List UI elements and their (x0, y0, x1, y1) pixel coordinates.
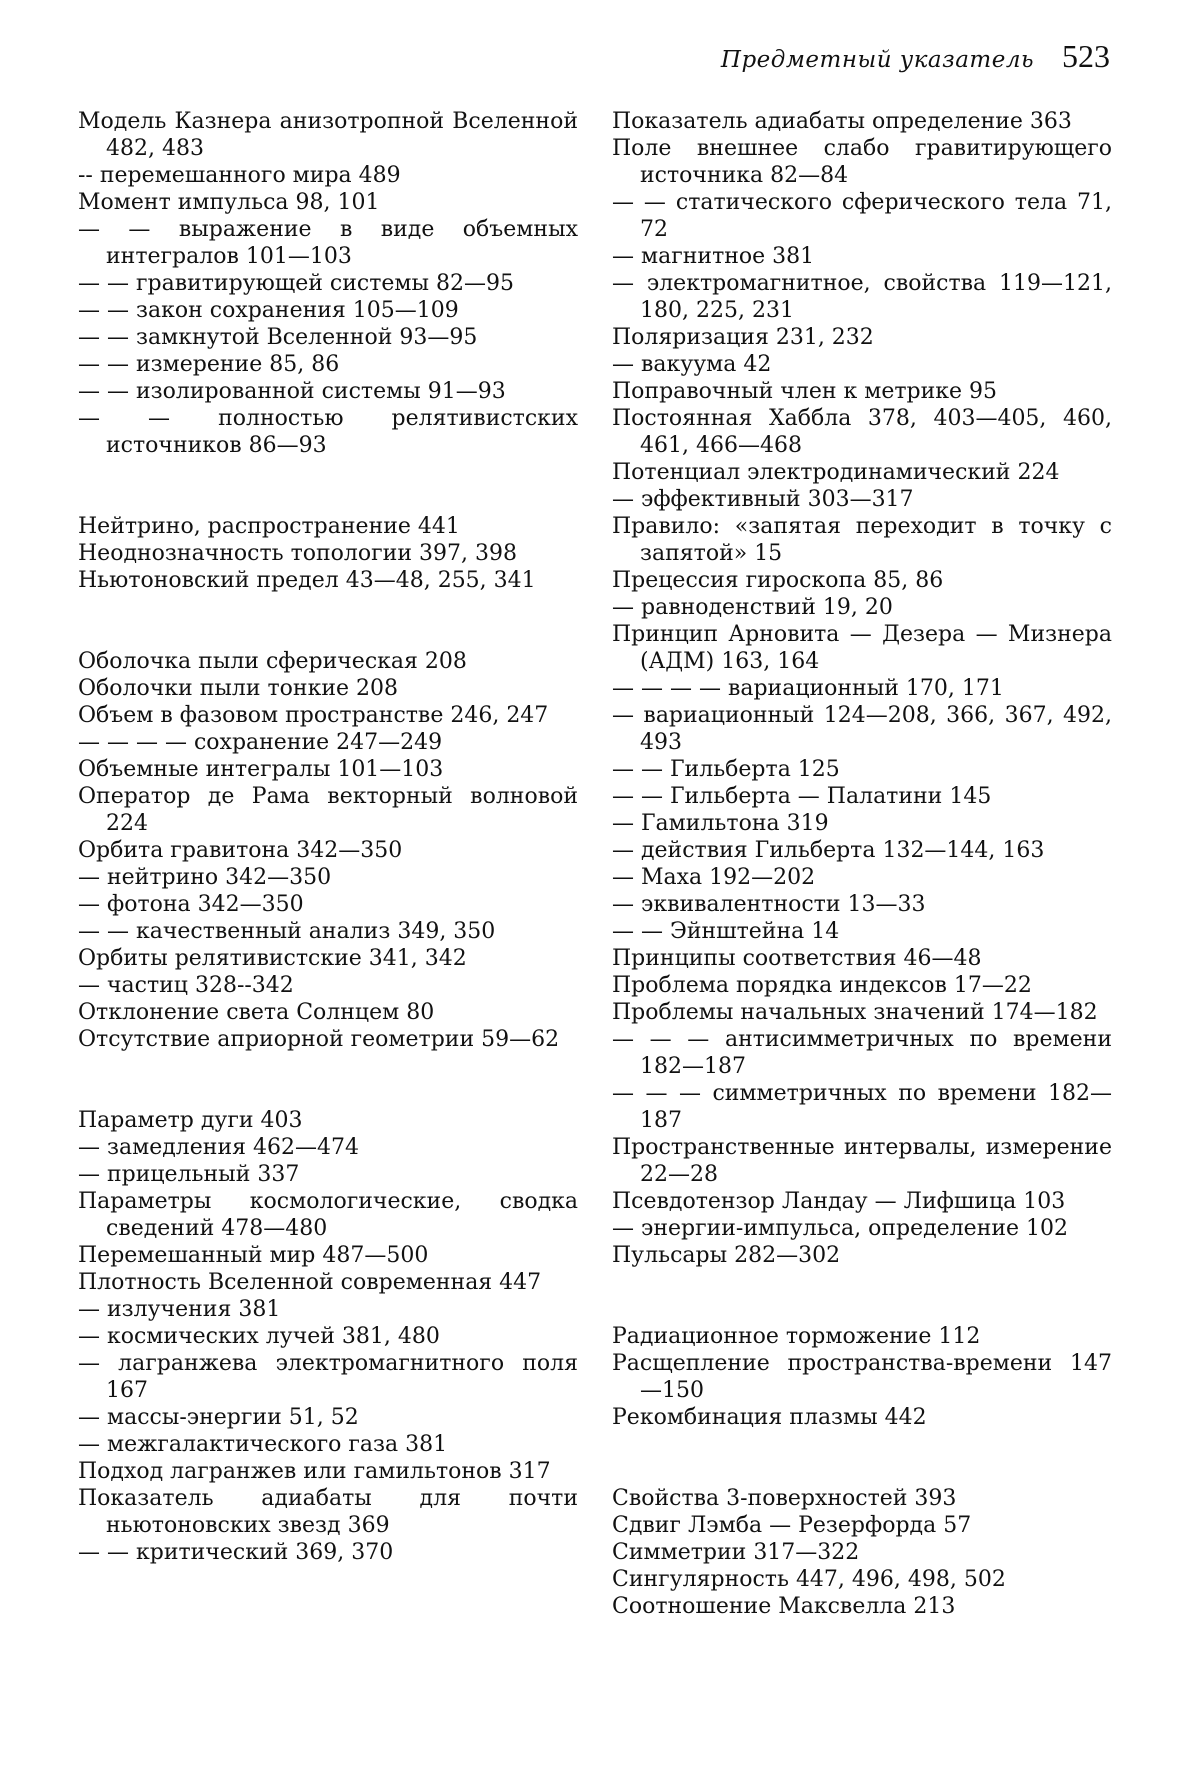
index-entry: Пульсары 282—302 (612, 1243, 841, 1268)
index-entry: Параметр дуги 403 (78, 1108, 303, 1133)
index-entry: — электромагнитное, свойства 119—121, 180, 225, 231 (612, 271, 1112, 323)
index-entry: — — Гильберта — Палатини 145 (612, 784, 992, 809)
index-entry: — энергии-импульса, определение 102 (612, 1216, 1069, 1241)
index-entry: — фотона 342—350 (78, 892, 304, 917)
index-entry: — эквивалентности 13—33 (612, 892, 926, 917)
letter-group-gap (78, 594, 578, 648)
index-entry: — равноденствий 19, 20 (612, 595, 893, 620)
index-entry: Принципы соответствия 46—48 (612, 946, 982, 971)
index-entry: — космических лучей 381, 480 (78, 1324, 440, 1349)
index-column-left (78, 108, 578, 1566)
index-entry: — частиц 328--342 (78, 973, 294, 998)
index-entry: Орбиты релятивистские 341, 342 (78, 946, 467, 971)
index-entry: Сингулярность 447, 496, 498, 502 (612, 1567, 1006, 1592)
index-entry: Подход лагранжев или гамильтонов 317 (78, 1459, 551, 1484)
index-entry: — вариационный 124—208, 366, 367, 492, 493 (612, 703, 1112, 755)
index-entry: Соотношение Максвелла 213 (612, 1594, 956, 1619)
index-entry: — действия Гильберта 132—144, 163 (612, 838, 1045, 863)
index-entry: — — Эйнштейна 14 (612, 919, 840, 944)
index-entry: Перемешанный мир 487—500 (78, 1243, 429, 1268)
index-entry: Прецессия гироскопа 85, 86 (612, 568, 944, 593)
index-entry: — — гравитирующей системы 82—95 (78, 271, 515, 296)
index-entry: — эффективный 303—317 (612, 487, 914, 512)
index-entry: Рекомбинация плазмы 442 (612, 1405, 927, 1430)
index-entry: Оболочка пыли сферическая 208 (78, 649, 467, 674)
index-entry: Показатель адиабаты для почти ньютоновских звезд 369 (78, 1486, 578, 1538)
index-entry: Параметры космологические, сводка сведений 478—480 (78, 1189, 578, 1241)
index-entry: — массы-энергии 51, 52 (78, 1405, 359, 1430)
index-entry: -- перемешанного мира 489 (78, 163, 401, 188)
index-entry: Расщепление пространства-времени 147—150 (612, 1351, 1112, 1403)
index-entry: — — — симметричных по времени 182—187 (612, 1081, 1112, 1133)
index-entry: Проблема порядка индексов 17—22 (612, 973, 1032, 998)
index-entry: — межгалактического газа 381 (78, 1432, 448, 1457)
index-entry: — вакуума 42 (612, 352, 772, 377)
index-entry: — — измерение 85, 86 (78, 352, 340, 377)
index-entry: Нейтрино, распространение 441 (78, 514, 460, 539)
index-entry: Принцип Арновита — Дезера — Мизнера (АДМ) 163, 164 (612, 622, 1112, 674)
index-entry: Модель Казнера анизотропной Вселенной 482, 483 (78, 109, 578, 161)
index-column-right (612, 108, 1112, 1620)
index-entry: — — Гильберта 125 (612, 757, 840, 782)
index-entry: Орбита гравитона 342—350 (78, 838, 403, 863)
index-entry: Постоянная Хаббла 378, 403—405, 460, 461, 466—468 (612, 406, 1112, 458)
index-entry: Свойства 3-поверхностей 393 (612, 1486, 957, 1511)
index-entry: — излучения 381 (78, 1297, 281, 1322)
index-entry: Проблемы начальных значений 174—182 (612, 1000, 1098, 1025)
running-title: Предметный указатель (720, 47, 1034, 73)
index-entry: Сдвиг Лэмба — Резерфорда 57 (612, 1513, 972, 1538)
index-entry: — Маха 192—202 (612, 865, 816, 890)
index-entry: Объем в фазовом пространстве 246, 247 (78, 703, 549, 728)
index-entry: — — — — сохранение 247—249 (78, 730, 443, 755)
page-number: 523 (1062, 38, 1110, 74)
index-entry: Радиационное торможение 112 (612, 1324, 981, 1349)
index-entry: Потенциал электродинамический 224 (612, 460, 1060, 485)
index-entry: Поправочный член к метрике 95 (612, 379, 998, 404)
index-entry: Правило: «запятая переходит в точку с запятой» 15 (612, 514, 1112, 566)
index-entry: Объемные интегралы 101—103 (78, 757, 444, 782)
index-entry: Отсутствие априорной геометрии 59—62 (78, 1027, 560, 1052)
index-entry: — — выражение в виде объемных интегралов 101—103 (78, 217, 578, 269)
index-entry: — — изолированной системы 91—93 (78, 379, 506, 404)
index-entry: — — — — вариационный 170, 171 (612, 676, 1004, 701)
index-entry: Поле внешнее слабо гравитирующего источника 82—84 (612, 136, 1112, 188)
index-entry: Оболочки пыли тонкие 208 (78, 676, 398, 701)
index-entry: — замедления 462—474 (78, 1135, 359, 1160)
index-entry: Показатель адиабаты определение 363 (612, 109, 1072, 134)
index-entry: — лагранжева электромагнитного поля 167 (78, 1351, 578, 1403)
index-entry: Симметрии 317—322 (612, 1540, 860, 1565)
index-entry: Ньютоновский предел 43—48, 255, 341 (78, 568, 536, 593)
index-entry: Отклонение света Солнцем 80 (78, 1000, 435, 1025)
index-entry: Псевдотензор Ландау — Лифшица 103 (612, 1189, 1066, 1214)
letter-group-gap (78, 459, 578, 513)
index-entry: — — замкнутой Вселенной 93—95 (78, 325, 478, 350)
index-entry: Момент импульса 98, 101 (78, 190, 380, 215)
index-entry: — — качественный анализ 349, 350 (78, 919, 496, 944)
index-entry: — — — антисимметричных по времени 182—187 (612, 1027, 1112, 1079)
page-header (721, 38, 1110, 75)
index-entry: — — статического сферического тела 71, 72 (612, 190, 1112, 242)
index-entry: — прицельный 337 (78, 1162, 300, 1187)
index-entry: — — полностью релятивистских источников 86—93 (78, 406, 578, 458)
index-entry: Поляризация 231, 232 (612, 325, 874, 350)
index-entry: — нейтрино 342—350 (78, 865, 332, 890)
letter-group-gap (612, 1269, 1112, 1323)
index-entry: — — критический 369, 370 (78, 1540, 394, 1565)
index-entry: Пространственные интервалы, измерение 22—28 (612, 1135, 1112, 1187)
letter-group-gap (78, 1053, 578, 1107)
letter-group-gap (612, 1431, 1112, 1485)
index-entry: — магнитное 381 (612, 244, 815, 269)
index-entry: Оператор де Рама векторный волновой 224 (78, 784, 578, 836)
index-entry: — — закон сохранения 105—109 (78, 298, 459, 323)
index-entry: Плотность Вселенной современная 447 (78, 1270, 542, 1295)
index-entry: Неоднозначность топологии 397, 398 (78, 541, 517, 566)
index-entry: — Гамильтона 319 (612, 811, 829, 836)
